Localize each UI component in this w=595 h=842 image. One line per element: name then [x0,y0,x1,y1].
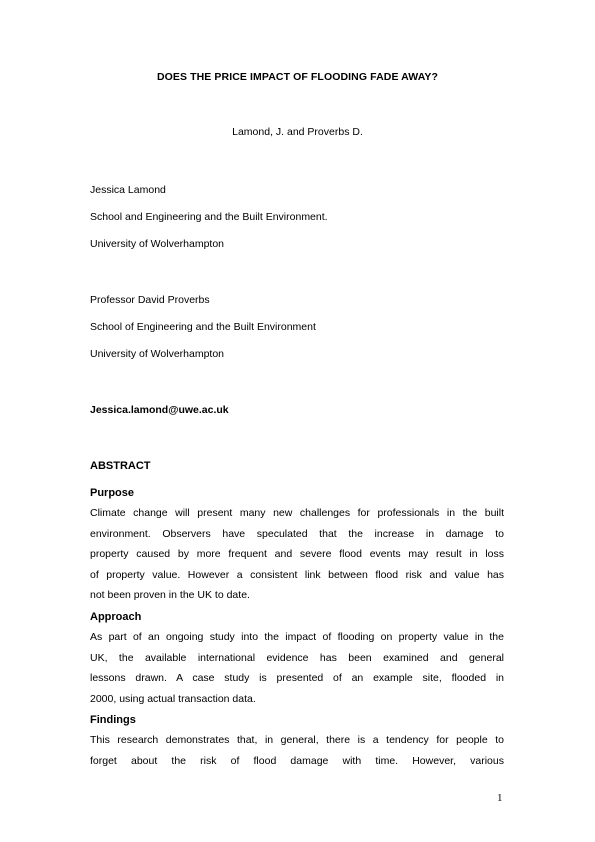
findings-heading: Findings [90,714,136,726]
purpose-line: not been proven in the UK to date. [90,589,250,601]
abstract-heading: ABSTRACT [90,460,151,472]
approach-paragraph [90,627,504,709]
paper-title: DOES THE PRICE IMPACT OF FLOODING FADE AWAY? [156,71,439,83]
author1-name: Jessica Lamond [90,184,166,196]
approach-heading: Approach [90,611,142,623]
approach-line: lessons drawn. A case study is presented of an example site, flooded in [90,672,504,684]
author2-name: Professor David Proverbs [90,294,210,306]
author2-institution: University of Wolverhampton [90,348,225,360]
findings-paragraph [90,730,504,771]
purpose-line: of property value. However a consistent link between flood risk and value has [90,568,504,581]
purpose-paragraph [90,503,504,606]
approach-line: UK, the available international evidence has been examined and general [90,651,504,664]
contact-email: Jessica.lamond@uwe.ac.uk [90,404,229,416]
findings-line: This research demonstrates that, in general, there is a tendency for people to [90,734,504,746]
author2-department: School of Engineering and the Built Environment [90,321,316,333]
author1-department: School and Engineering and the Built Environment. [90,211,328,223]
author1-institution: University of Wolverhampton [90,238,225,250]
purpose-heading: Purpose [90,487,135,499]
purpose-line: Climate change will present many new challenges for professionals in the built [90,507,504,519]
approach-line: As part of an ongoing study into the impact of flooding on property value in the [90,631,504,643]
approach-line: 2000, using actual transaction data. [90,692,256,705]
author-line: Lamond, J. and Proverbs D. [232,126,363,138]
page-number: 1 [497,792,503,804]
findings-line: forget about the risk of flood damage with time. However, various [90,754,504,767]
purpose-line: environment. Observers have speculated that the increase in damage to [90,527,504,540]
purpose-line: property caused by more frequent and severe flood events may result in loss [90,548,504,560]
